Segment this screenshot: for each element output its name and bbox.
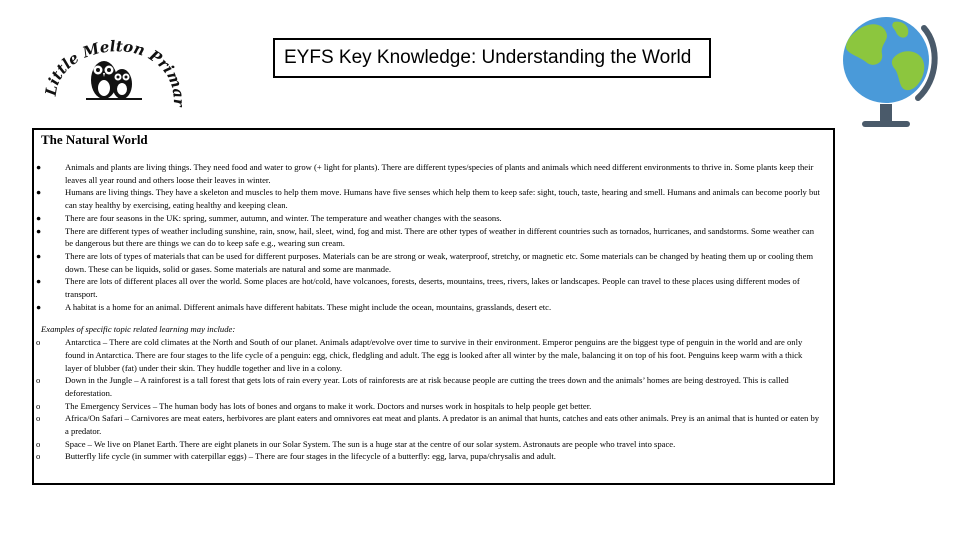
list-item: ● There are four seasons in the UK: spring, summer, autumn, and winter. The temperature and weather changes with the seasons. <box>36 212 502 223</box>
hollow-bullet-icon: o <box>36 413 41 424</box>
list-item: o Down in the Jungle – A rainforest is a tall forest that gets lots of rain every year. Lots of rainforests are at risk because people are cutting the trees down and the animals’ homes are being destroyed. This is called deforestation. <box>36 375 789 398</box>
list-item: o The Emergency Services – The human body has lots of bones and organs to make it work. Doctors and nurses work in hospitals to help people get better. <box>36 400 592 411</box>
svg-text:Little Melton Primary School <box>42 22 187 108</box>
hollow-bullet-icon: o <box>36 438 41 449</box>
page-title-box <box>273 38 711 78</box>
section-heading: The Natural World <box>41 132 148 147</box>
list-item: ● Humans are living things. They have a skeleton and muscles to help them move. Humans have five senses which help them to keep safe: sight, touch, taste, hearing and smell. Humans and animals can become poorly but can stay healthy by exercising, eating healthy and keeping clean. <box>36 187 820 211</box>
hollow-bullet-icon: o <box>36 400 41 411</box>
page-title: EYFS Key Knowledge: Understanding the World <box>284 47 692 68</box>
key-points-list <box>38 161 821 313</box>
owl-icon <box>86 61 142 99</box>
globe-icon <box>836 8 944 132</box>
examples-list <box>38 336 821 463</box>
logo-text: Little Melton Primar <box>42 37 187 107</box>
list-item: o Space – We live on Planet Earth. There are eight planets in our Solar System. The sun is a huge star at the centre of our solar system. Astronauts are people who travel into space. <box>36 438 676 449</box>
bullet-icon: ● <box>36 276 42 287</box>
bullet-icon: ● <box>36 162 42 172</box>
list-item: o Antarctica – There are cold climates at the North and South of our planet. Animals adapt/evolve over time to survive in their environment. Emperor penguins are the biggest type of penguin in the world and are only found in Antarctica. There are four stages to the life cycle of a penguin: egg, chick, fledgling and adult. The egg is looked after all winter by the male, balancing it on top of his foot. Penguins keep warm with a thick layer of blubber (fat) under their skin. They huddle together and live in a colony. <box>36 337 803 373</box>
hollow-bullet-icon: o <box>36 451 41 462</box>
list-item: o Africa/On Safari – Carnivores are meat eaters, herbivores are plant eaters and omnivores eat meat and plants. A predator is an animal that hunts, catches and eats other animals. Prey is an animal that is hunted or eaten by a predator. <box>36 413 820 437</box>
content-box <box>32 128 835 485</box>
list-item: o Butterfly life cycle (in summer with caterpillar eggs) – There are four stages in the lifecycle of a butterfly: egg, larva, pupa/chrysalis and adult. <box>36 451 556 462</box>
list-item: ● A habitat is a home for an animal. Different animals have different habitats. These might include the ocean, mountains, grasslands, desert etc. <box>36 301 552 312</box>
school-logo <box>42 22 187 117</box>
bullet-icon: ● <box>36 225 42 236</box>
list-item: ● There are different types of weather including sunshine, rain, snow, hail, sleet, wind, fog and mist. There are other types of weather in different countries such as tornados, hurricanes, and sandstorms. Some weather can be dangerous but there are things we can do to keep safe e.g., wearing sun cream. <box>36 225 815 249</box>
hollow-bullet-icon: o <box>36 337 41 348</box>
bullet-icon: ● <box>36 301 42 312</box>
bullet-icon: ● <box>36 250 42 261</box>
bullet-icon: ● <box>36 187 42 198</box>
list-item: ● There are lots of different places all over the world. Some places are hot/cold, have volcanoes, forests, deserts, mountains, trees, rivers, lakes or landscapes. People can travel to these places using different modes of transport. <box>36 276 800 300</box>
bullet-icon: ● <box>36 212 42 223</box>
hollow-bullet-icon: o <box>36 375 41 386</box>
list-item: ● There are lots of types of materials that can be used for different purposes. Materials can be are strong or weak, waterproof, stretchy, or magnetic etc. Some materials can be changed by heating them up or cooling them down. These can be liquids, solid or gases. Some materials are natural and some are manmade. <box>36 250 814 274</box>
list-item: ● Animals and plants are living things. They need food and water to grow (+ light for plants). There are different types/species of plants and animals which need different environments to thrive in. Some plants keep their leaves all year round and others loose their leaves in winter. <box>36 162 814 185</box>
examples-intro: Examples of specific topic related learning may include: <box>41 324 236 335</box>
